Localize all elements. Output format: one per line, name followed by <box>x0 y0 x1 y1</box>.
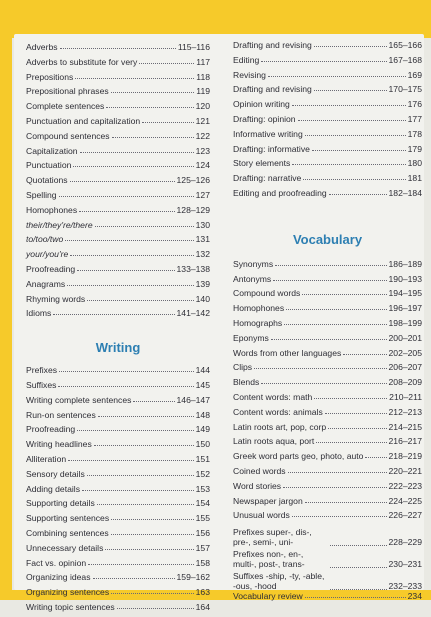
dot-leader <box>98 416 194 417</box>
toc-entry-pages: 157 <box>195 542 210 553</box>
dot-leader <box>328 428 386 429</box>
dot-leader <box>68 460 194 461</box>
left-column <box>26 42 210 617</box>
dot-leader <box>298 120 406 121</box>
toc-entry-pages: 214–215 <box>388 421 422 432</box>
dot-leader <box>53 314 174 315</box>
toc-entry <box>26 410 210 425</box>
writing-continued-list <box>233 40 422 203</box>
toc-entry <box>233 70 422 85</box>
toc-entry-title: Capitalization <box>26 145 78 156</box>
toc-entry <box>26 424 210 439</box>
toc-entry-pages: 150 <box>195 439 210 450</box>
dot-leader <box>111 593 194 594</box>
toc-entry <box>233 496 422 511</box>
toc-entry-pages: 216–217 <box>388 436 422 447</box>
toc-entry-pages: 228–229 <box>388 537 422 548</box>
vocabulary-list <box>233 259 422 606</box>
toc-entry-title: Quotations <box>26 175 68 186</box>
dot-leader <box>303 179 405 180</box>
dot-leader <box>329 194 387 195</box>
toc-entry-pages: 132 <box>195 249 210 260</box>
toc-entry-title: Spelling <box>26 189 57 200</box>
toc-entry-pages: 149 <box>195 424 210 435</box>
toc-entry-pages: 177 <box>407 113 422 124</box>
toc-entry <box>26 365 210 380</box>
toc-entry-title: Sensory details <box>26 468 85 479</box>
toc-entry <box>26 294 210 309</box>
toc-entry <box>26 558 210 573</box>
toc-entry-title: Punctuation and capitalization <box>26 115 141 126</box>
toc-entry-pages: 212–213 <box>388 406 422 417</box>
toc-entry-title: Editing <box>233 54 260 65</box>
toc-entry <box>233 451 422 466</box>
toc-entry-pages: 153 <box>195 483 210 494</box>
toc-entry <box>233 348 422 363</box>
toc-entry <box>233 569 422 591</box>
dot-leader <box>73 166 193 167</box>
dot-leader <box>261 61 386 62</box>
dot-leader <box>95 226 194 227</box>
toc-entry <box>26 234 210 249</box>
dot-leader <box>106 107 193 108</box>
dot-leader <box>70 255 193 256</box>
toc-entry-pages: 118 <box>196 71 210 82</box>
dot-leader <box>314 46 387 47</box>
toc-entry-title: your/you're <box>26 249 69 260</box>
toc-entry-pages: 190–193 <box>388 273 422 284</box>
dot-leader <box>80 152 194 153</box>
toc-entry-pages: 124 <box>195 160 210 171</box>
toc-entry-pages: 154 <box>195 498 210 509</box>
dot-leader <box>111 92 195 93</box>
toc-entry <box>26 86 210 101</box>
toc-entry-title: Drafting: opinion <box>233 113 296 124</box>
toc-entry <box>26 279 210 294</box>
dot-leader <box>292 516 387 517</box>
dot-leader <box>75 78 194 79</box>
toc-entry-pages: 155 <box>195 513 210 524</box>
toc-entry-title: Latin roots art, pop, corp <box>233 421 327 432</box>
toc-entry-title: Prefixes non-, en-, multi-, post-, trans- <box>233 549 305 570</box>
toc-entry <box>233 114 422 129</box>
toc-entry-pages: 156 <box>195 527 210 538</box>
toc-entry-title: Fact vs. opinion <box>26 557 87 568</box>
toc-entry <box>233 525 422 547</box>
dot-leader <box>59 371 194 372</box>
dot-leader <box>67 285 193 286</box>
toc-entry <box>233 84 422 99</box>
toc-entry-pages: 115–116 <box>177 42 210 52</box>
dot-leader <box>139 63 194 64</box>
dot-leader <box>275 265 386 266</box>
toc-entry <box>26 308 210 323</box>
toc-entry <box>26 439 210 454</box>
dot-leader <box>312 150 406 151</box>
dot-leader <box>314 90 387 91</box>
toc-entry <box>26 72 210 87</box>
toc-entry-title: Story elements <box>233 158 291 169</box>
toc-entry-title: Greek word parts geo, photo, auto <box>233 451 364 462</box>
toc-entry-pages: 125–126 <box>176 175 210 186</box>
toc-entry <box>233 392 422 407</box>
toc-entry-title: Adverbs to substitute for very <box>26 56 138 67</box>
toc-entry-pages: 208–209 <box>388 377 422 388</box>
toc-entry-title: Vocabulary review <box>233 591 303 602</box>
toc-entry <box>233 55 422 70</box>
dot-leader <box>365 457 386 458</box>
toc-entry-pages: 165–166 <box>388 40 422 50</box>
dot-leader <box>314 398 387 399</box>
toc-entry-title: Drafting: narrative <box>233 173 302 184</box>
toc-entry-title: Supporting details <box>26 498 95 509</box>
dot-leader <box>271 339 387 340</box>
toc-entry <box>233 303 422 318</box>
toc-entry <box>26 454 210 469</box>
dot-leader <box>117 608 194 609</box>
toc-entry <box>26 116 210 131</box>
toc-entry-title: Clips <box>233 362 253 373</box>
toc-entry-title: Opinion writing <box>233 99 290 110</box>
toc-entry-pages: 200–201 <box>388 332 422 343</box>
dot-leader <box>97 504 194 505</box>
toc-entry <box>26 220 210 235</box>
toc-entry <box>26 101 210 116</box>
dot-leader <box>60 48 176 49</box>
toc-entry <box>26 395 210 410</box>
toc-entry <box>233 188 422 203</box>
toc-entry-title: Prefixes super-, dis-, pre-, semi-, uni- <box>233 527 312 548</box>
toc-entry-title: Editing and proofreading <box>233 187 327 198</box>
toc-entry-pages: 194–195 <box>388 288 422 299</box>
toc-entry-pages: 117 <box>196 56 210 67</box>
dot-leader <box>273 280 386 281</box>
toc-entry-title: Content words: animals <box>233 406 323 417</box>
toc-entry-title: Unusual words <box>233 510 290 521</box>
dot-leader <box>94 445 194 446</box>
toc-entry-title: Proofreading <box>26 263 76 274</box>
toc-entry <box>233 158 422 173</box>
toc-entry-pages: 127 <box>195 189 210 200</box>
dot-leader <box>283 487 386 488</box>
toc-entry-pages: 210–211 <box>389 391 422 402</box>
toc-entry <box>26 190 210 205</box>
grammar-list <box>26 42 210 323</box>
toc-entry-title: Writing headlines <box>26 439 92 450</box>
toc-entry-pages: 232–233 <box>388 581 422 592</box>
toc-entry <box>26 469 210 484</box>
toc-entry-title: Proofreading <box>26 424 76 435</box>
toc-entry-pages: 169 <box>407 69 422 80</box>
toc-entry-title: Punctuation <box>26 160 72 171</box>
toc-entry-pages: 230–231 <box>388 559 422 570</box>
toc-entry-title: Organizing ideas <box>26 572 91 583</box>
toc-entry <box>233 129 422 144</box>
toc-entry <box>26 160 210 175</box>
toc-entry-pages: 131 <box>195 234 210 245</box>
toc-entry-pages: 179 <box>407 143 422 154</box>
toc-entry-title: Adding details <box>26 483 80 494</box>
toc-entry-title: Word stories <box>233 480 282 491</box>
toc-entry <box>233 99 422 114</box>
toc-entry <box>233 591 422 606</box>
toc-entry <box>26 498 210 513</box>
toc-entry-pages: 180 <box>407 158 422 169</box>
toc-entry-pages: 145 <box>195 379 210 390</box>
toc-entry-title: Latin roots aqua, port <box>233 436 315 447</box>
toc-entry-pages: 141–142 <box>176 308 210 319</box>
toc-entry <box>233 259 422 274</box>
dot-leader <box>305 597 406 598</box>
book-left-edge <box>0 0 12 600</box>
toc-entry-title: Coined words <box>233 465 286 476</box>
toc-entry-pages: 164 <box>195 601 210 612</box>
toc-entry-pages: 146–147 <box>176 394 210 405</box>
dot-leader <box>70 181 175 182</box>
toc-entry-title: Rhyming words <box>26 293 86 304</box>
dot-leader <box>316 442 386 443</box>
toc-entry <box>26 264 210 279</box>
toc-entry <box>233 333 422 348</box>
toc-entry-title: Idioms <box>26 308 52 319</box>
dot-leader <box>286 309 386 310</box>
toc-entry-title: their/they're/there <box>26 219 93 230</box>
toc-entry <box>26 380 210 395</box>
toc-entry-title: Prefixes <box>26 365 58 376</box>
toc-entry-pages: 152 <box>195 468 210 479</box>
toc-entry <box>233 144 422 159</box>
toc-entry-title: Revising <box>233 69 266 80</box>
toc-entry-pages: 176 <box>407 99 422 110</box>
dot-leader <box>330 589 387 590</box>
dot-leader <box>111 519 194 520</box>
toc-entry-title: Drafting and revising <box>233 84 312 95</box>
toc-entry-title: Organizing sentences <box>26 587 110 598</box>
toc-entry <box>233 318 422 333</box>
toc-entry <box>233 288 422 303</box>
toc-entry <box>233 466 422 481</box>
toc-entry <box>26 42 210 57</box>
toc-entry <box>233 173 422 188</box>
toc-entry-title: Unnecessary details <box>26 542 104 553</box>
dot-leader <box>59 196 194 197</box>
toc-entry-title: Complete sentences <box>26 101 105 112</box>
toc-entry-title: Informative writing <box>233 128 303 139</box>
toc-entry-pages: 202–205 <box>388 347 422 358</box>
toc-entry-title: to/too/two <box>26 234 64 245</box>
toc-entry <box>26 484 210 499</box>
toc-entry-pages: 121 <box>195 115 210 126</box>
toc-entry-title: Suffixes -ship, -ty, -able, -ous, -hood <box>233 571 325 592</box>
dot-leader <box>330 567 387 568</box>
toc-entry-pages: 178 <box>407 128 422 139</box>
toc-entry-title: Drafting and revising <box>233 40 312 50</box>
toc-entry-pages: 198–199 <box>388 317 422 328</box>
dot-leader <box>325 413 387 414</box>
toc-entry-title: Words from other languages <box>233 347 342 358</box>
toc-entry-pages: 139 <box>195 278 210 289</box>
dot-leader <box>58 386 193 387</box>
toc-entry <box>233 362 422 377</box>
toc-entry <box>26 146 210 161</box>
toc-entry-pages: 226–227 <box>388 510 422 521</box>
toc-entry <box>26 249 210 264</box>
toc-entry <box>26 131 210 146</box>
toc-entry-pages: 163 <box>195 587 210 598</box>
toc-entry <box>26 175 210 190</box>
dot-leader <box>261 383 386 384</box>
dot-leader <box>65 240 193 241</box>
dot-leader <box>77 270 174 271</box>
toc-entry-title: Eponyms <box>233 332 269 343</box>
toc-entry-title: Compound words <box>233 288 301 299</box>
toc-entry <box>233 481 422 496</box>
toc-entry <box>233 422 422 437</box>
toc-entry-pages: 120 <box>195 101 210 112</box>
toc-entry-pages: 144 <box>195 365 210 376</box>
toc-entry-pages: 167–168 <box>388 54 422 65</box>
toc-entry-pages: 128–129 <box>176 204 210 215</box>
toc-entry <box>26 513 210 528</box>
dot-leader <box>330 545 387 546</box>
toc-entry-pages: 186–189 <box>388 258 422 269</box>
dot-leader <box>268 76 406 77</box>
toc-entry-pages: 122 <box>195 130 210 141</box>
dot-leader <box>142 122 193 123</box>
dot-leader <box>82 490 194 491</box>
toc-entry-title: Combining sentences <box>26 527 109 538</box>
right-column <box>233 40 422 606</box>
vocabulary-heading: Vocabulary <box>292 231 363 247</box>
toc-entry-pages: 133–138 <box>176 263 210 274</box>
dot-leader <box>343 354 386 355</box>
toc-entry-pages: 206–207 <box>388 362 422 373</box>
toc-entry <box>233 510 422 525</box>
toc-entry <box>26 602 210 617</box>
toc-entry-pages: 119 <box>196 86 210 97</box>
toc-entry-title: Anagrams <box>26 278 66 289</box>
toc-entry-title: Adverbs <box>26 42 58 52</box>
toc-entry-pages: 222–223 <box>388 480 422 491</box>
writing-list <box>26 365 210 617</box>
toc-entry-pages: 170–175 <box>388 84 422 95</box>
toc-entry-pages: 218–219 <box>388 451 422 462</box>
toc-entry <box>233 377 422 392</box>
writing-heading: Writing <box>95 340 141 356</box>
toc-entry-pages: 158 <box>195 557 210 568</box>
dot-leader <box>305 135 406 136</box>
dot-leader <box>88 564 193 565</box>
toc-entry-pages: 130 <box>195 219 210 230</box>
toc-entry-pages: 220–221 <box>388 465 422 476</box>
toc-entry-pages: 159–162 <box>176 572 210 583</box>
toc-entry-title: Suffixes <box>26 379 57 390</box>
toc-entry-title: Homographs <box>233 317 283 328</box>
toc-entry <box>233 407 422 422</box>
toc-entry-pages: 234 <box>407 591 422 602</box>
dot-leader <box>87 475 194 476</box>
toc-entry-title: Antonyms <box>233 273 272 284</box>
toc-entry <box>233 547 422 569</box>
toc-entry-title: Homophones <box>26 204 78 215</box>
toc-entry <box>233 274 422 289</box>
toc-entry-title: Content words: math <box>233 391 313 402</box>
toc-entry <box>26 572 210 587</box>
toc-entry-pages: 182–184 <box>388 187 422 198</box>
toc-entry-pages: 140 <box>195 293 210 304</box>
dot-leader <box>79 211 174 212</box>
toc-entry <box>26 528 210 543</box>
toc-entry-title: Prepositional phrases <box>26 86 109 97</box>
toc-entry-pages: 123 <box>195 145 210 156</box>
toc-entry-pages: 196–197 <box>388 303 422 314</box>
dot-leader <box>254 368 386 369</box>
toc-entry-title: Compound sentences <box>26 130 110 141</box>
toc-entry-title: Writing topic sentences <box>26 601 115 612</box>
dot-leader <box>112 137 194 138</box>
dot-leader <box>305 502 387 503</box>
dot-leader <box>105 549 193 550</box>
dot-leader <box>111 534 194 535</box>
dot-leader <box>77 430 193 431</box>
toc-entry-title: Blends <box>233 377 260 388</box>
toc-entry-pages: 181 <box>407 173 422 184</box>
dot-leader <box>87 300 193 301</box>
toc-entry-title: Supporting sentences <box>26 513 110 524</box>
toc-entry <box>26 543 210 558</box>
toc-entry-pages: 151 <box>195 453 210 464</box>
toc-entry <box>26 205 210 220</box>
toc-entry-title: Homophones <box>233 303 285 314</box>
toc-entry-title: Run-on sentences <box>26 409 96 420</box>
toc-entry-title: Alliteration <box>26 453 67 464</box>
dot-leader <box>288 472 387 473</box>
dot-leader <box>292 164 405 165</box>
toc-entry <box>233 40 422 55</box>
toc-entry-title: Writing complete sentences <box>26 394 132 405</box>
toc-entry-pages: 224–225 <box>388 495 422 506</box>
toc-entry-title: Newspaper jargon <box>233 495 303 506</box>
toc-entry-pages: 148 <box>195 409 210 420</box>
toc-entry <box>26 57 210 72</box>
toc-entry-title: Prepositions <box>26 71 74 82</box>
book-top-edge <box>0 0 431 38</box>
toc-entry-title: Synonyms <box>233 258 274 269</box>
dot-leader <box>284 324 386 325</box>
dot-leader <box>133 401 174 402</box>
dot-leader <box>292 105 406 106</box>
toc-entry-title: Drafting: informative <box>233 143 310 154</box>
toc-entry <box>233 436 422 451</box>
dot-leader <box>302 294 386 295</box>
dot-leader <box>93 578 175 579</box>
